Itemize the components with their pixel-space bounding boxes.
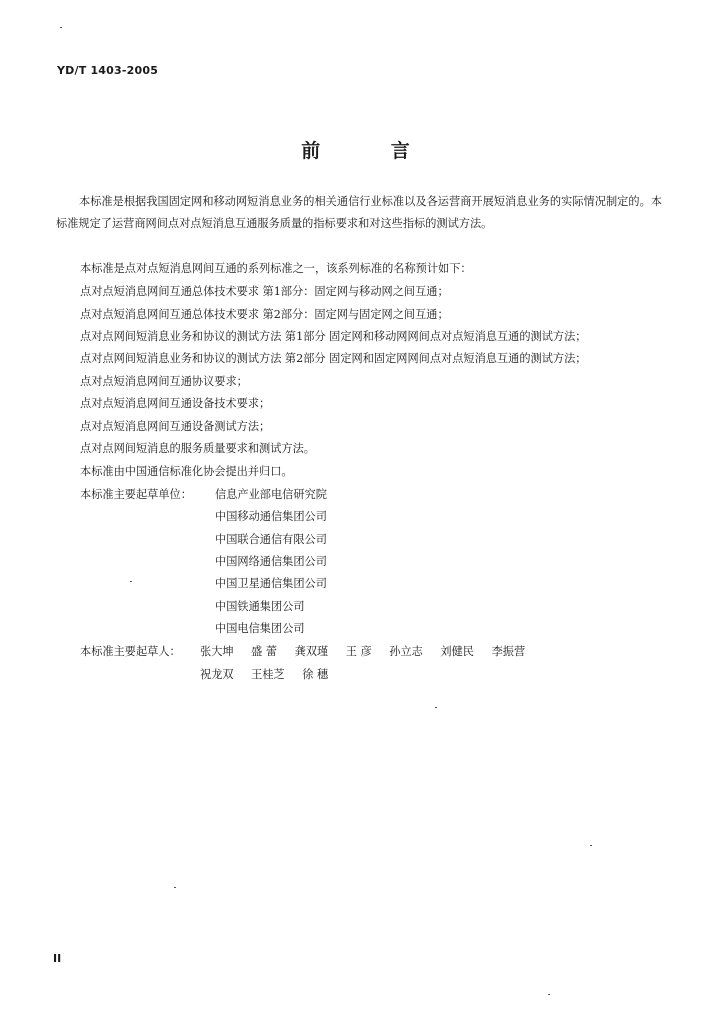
scan-speck [590, 845, 592, 846]
drafter-name: 王 彦 [345, 645, 372, 658]
series-part: 点对点网间短消息业务和协议的测试方法 第1部分 固定网和移动网网间点对点短消息互通的测试方法； [80, 330, 587, 343]
series-part: 点对点短消息网间互通设备技术要求； [80, 397, 271, 410]
drafter-name: 龚双瑾 [294, 645, 329, 658]
series-part: 点对点网间短消息的服务质量要求和测试方法。 [80, 442, 315, 455]
drafting-unit: 信息产业部电信研究院 [215, 488, 327, 501]
drafters-label: 本标准主要起草人： [80, 645, 181, 658]
drafting-unit: 中国卫星通信集团公司 [215, 577, 327, 590]
scan-speck [130, 581, 132, 582]
drafter-name: 王桂芝 [251, 668, 285, 681]
drafters-row-2 [200, 666, 342, 682]
proposer-statement: 本标准由中国通信标准化协会提出并归口。 [80, 465, 293, 478]
standard-code: YD/T 1403-2005 [57, 64, 159, 77]
drafting-unit: 中国铁通集团公司 [215, 600, 305, 613]
series-part: 点对点短消息网间互通设备测试方法； [80, 420, 271, 433]
page-title: 前 言 [301, 140, 442, 162]
series-part: 点对点网间短消息业务和协议的测试方法 第2部分 固定网和固定网网间点对点短消息互通的测试方法； [80, 352, 587, 365]
scan-speck [435, 707, 437, 708]
drafter-name: 孙立志 [389, 645, 423, 658]
drafting-unit: 中国移动通信集团公司 [215, 510, 327, 523]
drafter-name: 张大坤 [200, 645, 234, 658]
scan-speck [548, 994, 550, 995]
scan-speck [60, 27, 62, 28]
drafter-name: 盛 蕾 [251, 645, 278, 658]
page-number: II [53, 952, 62, 965]
drafter-name: 李振营 [491, 645, 526, 658]
drafting-unit: 中国电信集团公司 [215, 622, 305, 635]
drafter-name: 祝龙双 [200, 668, 234, 681]
drafter-name: 刘健民 [440, 645, 474, 658]
scan-speck [174, 887, 176, 888]
series-part: 点对点短消息网间互通总体技术要求 第1部分：固定网与移动网之间互通； [80, 285, 449, 298]
drafters-row-1 [200, 643, 539, 659]
drafting-units-label: 本标准主要起草单位： [80, 488, 192, 501]
intro-paragraph: 本标准是根据我国固定网和移动网短消息业务的相关通信行业标准以及各运营商开展短消息业务的实际情况制定的。本标准规定了运营商网间点对点短消息互通服务质量的指标要求和对这些指标的测试方法。 [56, 195, 662, 230]
series-intro: 本标准是点对点短消息网间互通的系列标准之一，该系列标准的名称预计如下： [80, 262, 472, 275]
series-part: 点对点短消息网间互通总体技术要求 第2部分：固定网与固定网之间互通； [80, 308, 449, 321]
drafting-unit: 中国网络通信集团公司 [215, 555, 327, 568]
series-part: 点对点短消息网间互通协议要求； [80, 375, 248, 388]
drafter-name: 徐 穗 [302, 668, 329, 681]
drafting-unit: 中国联合通信有限公司 [215, 533, 327, 546]
